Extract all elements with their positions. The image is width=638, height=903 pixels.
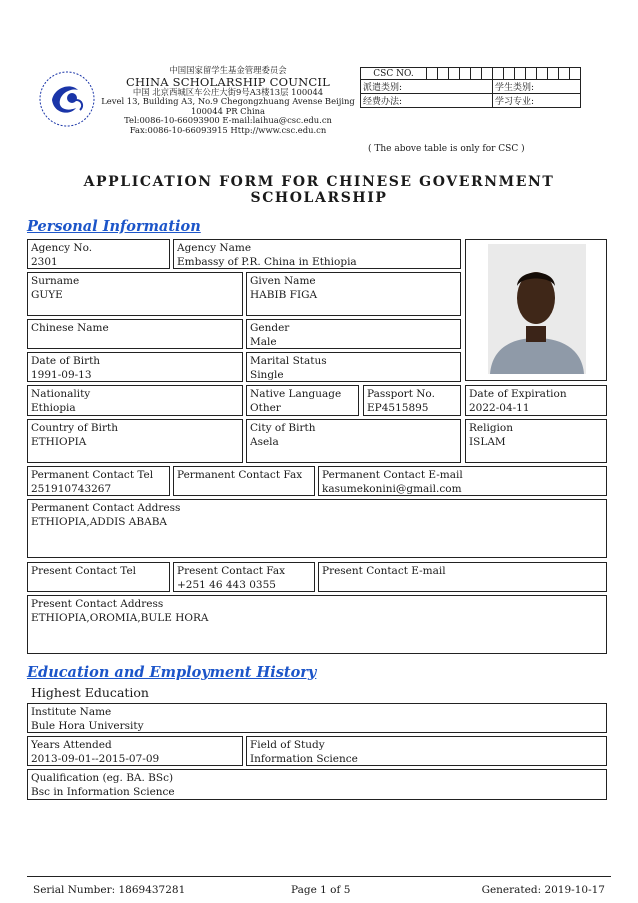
csc-logo [36, 70, 98, 128]
form-title [0, 174, 638, 206]
dob-field[interactable] [27, 352, 243, 382]
generated-date: Generated: 2019-10-17 [481, 884, 605, 896]
serial-number: Serial Number: 1869437281 [33, 884, 186, 896]
gender-field[interactable] [246, 319, 461, 349]
qualification-field[interactable] [27, 769, 607, 800]
surname-field[interactable] [27, 272, 243, 316]
permanent-address-label: Permanent Contact Address [31, 502, 181, 514]
present-address-value: ETHIOPIA,OROMIA,BULE HORA [31, 612, 209, 624]
form-title-line1: APPLICATION FORM FOR CHINESE GOVERNMENT [83, 174, 555, 190]
passport-no-value: EP4515895 [367, 402, 429, 414]
city-of-birth-field[interactable] [246, 419, 461, 463]
qualification-value: Bsc in Information Science [31, 786, 175, 798]
org-postal: 100044 PR China [190, 105, 266, 116]
passport-no-label: Passport No. [367, 388, 435, 400]
education-heading: Education and Employment History [27, 664, 317, 681]
years-attended-value: 2013-09-01--2015-07-09 [31, 753, 160, 765]
native-language-value: Other [250, 402, 281, 414]
permanent-email-field[interactable] [318, 466, 607, 496]
study-major: 学习专业: [493, 94, 581, 108]
passport-expiry-label: Date of Expiration [469, 388, 567, 400]
present-tel-label: Present Contact Tel [31, 565, 137, 577]
permanent-fax-field[interactable] [173, 466, 315, 496]
passport-expiry-value: 2022-04-11 [469, 402, 530, 414]
present-address-label: Present Contact Address [31, 598, 164, 610]
country-of-birth-label: Country of Birth [31, 422, 119, 434]
years-attended-label: Years Attended [31, 739, 112, 751]
chinese-name-label: Chinese Name [31, 322, 109, 334]
nationality-value: Ethiopia [31, 402, 76, 414]
permanent-tel-field[interactable] [27, 466, 170, 496]
institute-label: Institute Name [31, 706, 112, 718]
marital-status-value: Single [250, 369, 284, 381]
org-name-en: CHINA SCHOLARSHIP COUNCIL [126, 74, 330, 89]
present-email-field[interactable] [318, 562, 607, 592]
permanent-email-label: Permanent Contact E-mail [322, 469, 463, 481]
applicant-photo [466, 240, 606, 380]
csc-no-label: CSC NO. [361, 68, 427, 80]
field-of-study-label: Field of Study [250, 739, 325, 751]
page-indicator: Page 1 of 5 [291, 884, 351, 896]
religion-label: Religion [469, 422, 513, 434]
native-language-field[interactable] [246, 385, 359, 416]
present-fax-value: +251 46 443 0355 [177, 579, 276, 591]
present-fax-label: Present Contact Fax [177, 565, 286, 577]
given-name-label: Given Name [250, 275, 316, 287]
permanent-tel-value: 251910743267 [31, 483, 112, 495]
surname-label: Surname [31, 275, 80, 287]
given-name-field[interactable] [246, 272, 461, 316]
org-fax-web: Fax:0086-10-66093915 Http://www.csc.edu.cn [129, 124, 327, 135]
marital-status-label: Marital Status [250, 355, 327, 367]
chinese-name-field[interactable] [27, 319, 243, 349]
nationality-label: Nationality [31, 388, 91, 400]
gender-label: Gender [250, 322, 290, 334]
org-header [100, 66, 356, 136]
city-of-birth-value: Asela [250, 436, 279, 448]
agency-no-field[interactable] [27, 239, 170, 269]
surname-value: GUYE [31, 289, 63, 301]
dispatch-category: 派遣类别: [361, 80, 493, 94]
permanent-email-value: kasumekonini@gmail.com [322, 483, 462, 495]
given-name-value: HABIB FIGA [250, 289, 318, 301]
qualification-label: Qualification (eg. BA. BSc) [31, 772, 174, 784]
csc-office-table [360, 67, 581, 108]
applicant-photo-frame [465, 239, 607, 381]
permanent-fax-label: Permanent Contact Fax [177, 469, 303, 481]
personal-info-heading: Personal Information [27, 218, 201, 235]
city-of-birth-label: City of Birth [250, 422, 316, 434]
agency-name-label: Agency Name [177, 242, 252, 254]
org-name-cn: 中国国家留学生基金管理委员会 [169, 65, 287, 75]
present-fax-field[interactable] [173, 562, 315, 592]
country-of-birth-field[interactable] [27, 419, 243, 463]
nationality-field[interactable] [27, 385, 243, 416]
dob-label: Date of Birth [31, 355, 101, 367]
field-of-study-value: Information Science [250, 753, 358, 765]
institute-field[interactable] [27, 703, 607, 733]
religion-field[interactable] [465, 419, 607, 463]
institute-value: Bule Hora University [31, 720, 144, 732]
agency-no-value: 2301 [31, 256, 58, 268]
gender-value: Male [250, 336, 277, 348]
religion-value: ISLAM [469, 436, 506, 448]
passport-expiry-field[interactable] [465, 385, 607, 416]
csc-table-note: ( The above table is only for CSC ) [368, 144, 525, 154]
present-tel-field[interactable] [27, 562, 170, 592]
permanent-tel-label: Permanent Contact Tel [31, 469, 154, 481]
agency-name-field[interactable] [173, 239, 461, 269]
org-address-en: Level 13, Building A3, No.9 Chegongzhuang Avense Beijing [101, 96, 355, 107]
funding-method: 经费办法: [361, 94, 493, 108]
permanent-address-field[interactable] [27, 499, 607, 558]
field-of-study-field[interactable] [246, 736, 607, 766]
agency-name-value: Embassy of P.R. China in Ethiopia [177, 256, 357, 268]
agency-no-label: Agency No. [31, 242, 93, 254]
dob-value: 1991-09-13 [31, 369, 92, 381]
org-tel-email: Tel:0086-10-66093900 E-mail:laihua@csc.edu.cn [124, 115, 332, 126]
years-attended-field[interactable] [27, 736, 243, 766]
native-language-label: Native Language [250, 388, 342, 400]
present-address-field[interactable] [27, 595, 607, 654]
country-of-birth-value: ETHIOPIA [31, 436, 87, 448]
org-address-cn: 中国 北京西城区车公庄大街9号A3楼13层 100044 [132, 86, 324, 97]
footer-rule [27, 876, 611, 877]
permanent-address-value: ETHIOPIA,ADDIS ABABA [31, 516, 167, 528]
present-email-label: Present Contact E-mail [322, 565, 446, 577]
student-category: 学生类别: [493, 80, 581, 94]
form-title-line2: SCHOLARSHIP [250, 190, 388, 206]
highest-education-heading: Highest Education [31, 685, 149, 700]
passport-no-field[interactable] [363, 385, 461, 416]
marital-status-field[interactable] [246, 352, 461, 382]
